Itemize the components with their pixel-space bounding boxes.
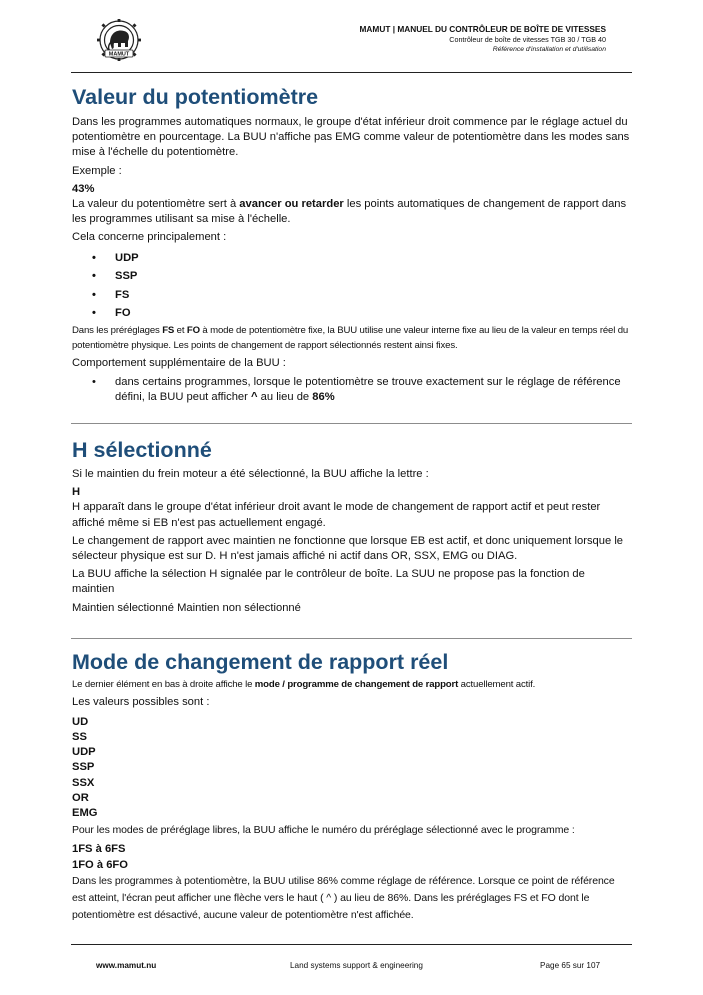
mode-code: SSP — [72, 761, 95, 774]
footer-website-link[interactable]: www.mamut.nu — [96, 961, 157, 970]
header-subtitle: Contrôleur de boîte de vitesses TGB 30 / TGB 40 — [449, 35, 606, 44]
mode-code: SSX — [72, 776, 95, 789]
paragraph: H apparaît dans le groupe d'état inférieur droit avant le mode de changement de rapport actif et peut rester affiché même si EB n'est pas actuellement engagé. — [72, 501, 601, 529]
header-subsubtitle: Référence d'installation et d'utilisation — [492, 46, 606, 53]
mode-code: SS — [72, 731, 87, 743]
mode-code: UD — [72, 715, 89, 728]
list-item: • FO — [72, 304, 630, 323]
header-rule — [71, 72, 632, 73]
header-title: MAMUT | MANUEL DU CONTRÔLEUR DE BOÎTE DE VITESSES — [359, 24, 606, 34]
paragraph: Dans les programmes à potentiomètre, la BUU utilise 86% comme réglage de référence. Lorsque ce point de référence est atteint, l'écran peut afficher une flèche vers le haut ( ^ ) au lieu de 86%. Dans les préréglages FS et FO dont le potentiomètre est désactivé, aucune valeur de potentiomètre n'est affichée. — [72, 874, 615, 921]
logo-text: MAMUT — [108, 51, 130, 58]
section-rule — [71, 638, 632, 639]
example-value: 43% — [72, 182, 95, 195]
paragraph: Le changement de rapport avec maintien ne fonctionne que lorsque EB est actif, et donc uniquement lorsque le sélecteur physique est sur D. H n'est jamais affiché ni actif dans OR, SSX, EMG ou DIAG. — [72, 534, 624, 563]
concern-label: Cela concerne principalement : — [72, 231, 227, 244]
preset-range-list — [72, 842, 630, 872]
paragraph: Pour les modes de préréglage libres, la BUU affiche le numéro du préréglage sélectionné avec le programme : — [72, 824, 575, 837]
footer-tagline: Land systems support & engineering — [290, 961, 423, 970]
section-heading-potentiometer: Valeur du potentiomètre — [72, 85, 319, 109]
list-item: • SSP — [72, 267, 630, 286]
section-rule — [71, 423, 632, 424]
paragraph: Dans les programmes automatiques normaux, le groupe d'état inférieur droit commence par le réglage actuel du potentiomètre en pourcentage. La BUU n'affiche pas EMG comme valeur de potentiomètre dans les modes sans mise à l'échelle du potentiomètre. — [72, 116, 630, 159]
preset-range: 1FO à 6FO — [72, 858, 128, 871]
example-label: Exemple : — [72, 164, 122, 177]
preset-range: 1FS à 6FS — [72, 843, 126, 856]
behaviour-list — [72, 375, 630, 405]
section-heading-shift-mode: Mode de changement de rapport réel — [72, 650, 449, 674]
section-h-selected — [72, 437, 630, 616]
list-item: • UDP — [72, 249, 630, 268]
section-shift-mode — [72, 649, 630, 924]
extra-label: Comportement supplémentaire de la BUU : — [72, 356, 286, 369]
paragraph: La BUU affiche la sélection H signalée par le contrôleur de boîte. La SUU ne propose pas la fonction de maintien — [72, 568, 585, 596]
paragraph: Maintien sélectionné Maintien non sélectionné — [72, 601, 301, 614]
mode-code-list — [72, 715, 630, 821]
note-paragraph: Dans les préréglages FS et FO à mode de potentiomètre fixe, la BUU utilise une valeur interne fixe au lieu de la valeur en temps réel du potentiomètre physique. Les points de changement de rapport sélectionnés restent ainsi fixes. — [72, 324, 629, 352]
paragraph: Le dernier élément en bas à droite affiche le mode / programme de changement de rapport actuellement actif. — [72, 679, 536, 690]
mode-code: EMG — [72, 807, 98, 820]
letter-value: H — [72, 486, 81, 499]
paragraph: La valeur du potentiomètre sert à avancer ou retarder les points automatiques de changement de rapport dans les programmes utilisant sa mise à l'échelle. — [72, 198, 627, 226]
paragraph: Les valeurs possibles sont : — [72, 695, 210, 708]
mode-code: UDP — [72, 746, 96, 759]
program-list — [72, 249, 630, 323]
list-item: • FS — [72, 286, 630, 305]
footer-rule — [71, 944, 632, 945]
section-heading-h-selected: H sélectionné — [72, 438, 212, 462]
paragraph: Si le maintien du frein moteur a été sélectionné, la BUU affiche la lettre : — [72, 468, 429, 480]
mamut-logo — [95, 18, 143, 62]
list-item: • dans certains programmes, lorsque le potentiomètre se trouve exactement sur le réglage de référence défini, la BUU peut afficher ^ au lieu de 86% — [72, 375, 630, 405]
page-content — [72, 84, 630, 405]
page-header — [360, 24, 606, 55]
page-number: Page 65 sur 107 — [540, 961, 601, 970]
mode-code: OR — [72, 791, 89, 804]
